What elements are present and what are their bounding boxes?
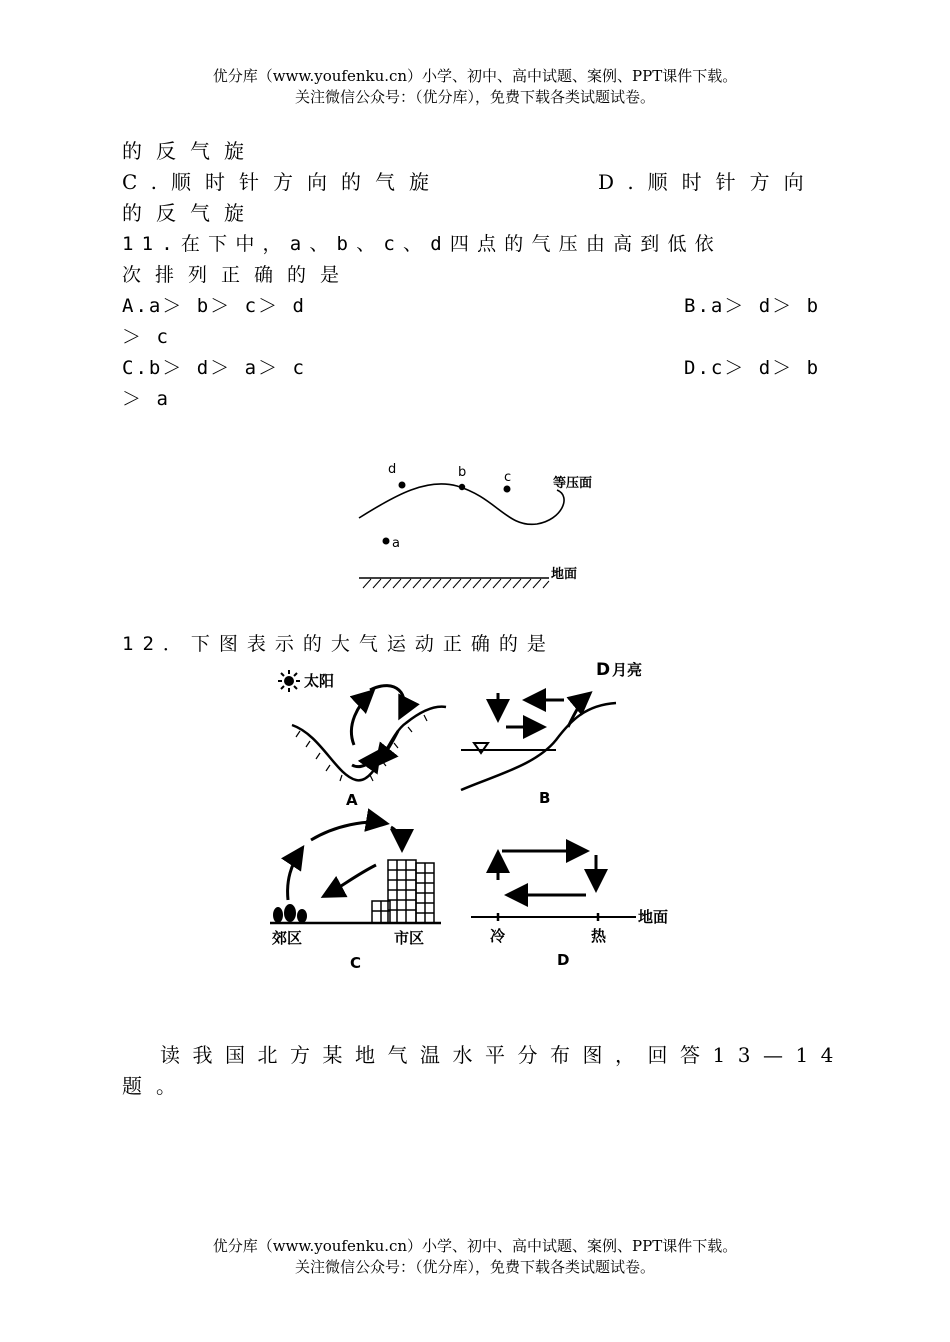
- panel-b-label: B: [539, 789, 551, 807]
- cold-label: 冷: [490, 927, 506, 945]
- q10-option-d: D.顺时针方向: [598, 170, 818, 194]
- city-label: 市区: [394, 929, 425, 947]
- q11-option-a: A.a＞ b＞ c＞ d: [122, 295, 306, 317]
- point-c-label: c: [504, 470, 512, 485]
- moon-label: 月亮: [612, 661, 643, 679]
- panel-a-label: A: [346, 791, 358, 809]
- water-level-icon: [474, 743, 488, 753]
- q10-continuation-2: 的反气旋: [122, 201, 258, 225]
- moon-icon: D: [596, 660, 611, 680]
- point-b-marker: [459, 484, 465, 490]
- panel-d-ground-label: 地面: [638, 908, 669, 926]
- page-footer-line-1: 优分库（www.youfenku.cn）小学、初中、高中试题、案例、PPT课件下载。: [212, 1237, 738, 1255]
- page-header-line-1: 优分库（www.youfenku.cn）小学、初中、高中试题、案例、PPT课件下载。: [212, 67, 738, 85]
- isobar-diagram: [357, 456, 607, 594]
- point-a-label: a: [392, 536, 400, 551]
- q11-option-d: D.c＞ d＞ b: [684, 357, 821, 379]
- q11-option-d-continued: ＞ a: [122, 388, 170, 410]
- sun-label: 太阳: [304, 672, 335, 690]
- page-header-line-2: 关注微信公众号：（优分库），免费下载各类试题试卷。: [294, 88, 655, 106]
- trees-icon: [273, 904, 307, 923]
- q11-option-b: B.a＞ d＞ b: [684, 295, 821, 317]
- hot-label: 热: [591, 927, 607, 945]
- q11-stem-line-1: 11.在下中，a、b、c、d四点的气压由高到低依: [122, 233, 722, 255]
- atmospheric-circulation-figure: [266, 655, 696, 975]
- ground-hatching: [363, 579, 549, 588]
- q10-option-c: C.顺时针方向的气旋: [122, 170, 443, 194]
- city-buildings-icon: [372, 860, 434, 923]
- q13-intro-line-1: 读我国北方某地气温水平分布图，回答13—14: [160, 1043, 846, 1067]
- point-d-marker: [399, 482, 406, 489]
- q11-stem-line-2: 次排列正确的是: [122, 264, 354, 286]
- q11-option-b-continued: ＞ c: [122, 326, 170, 348]
- panel-d-thermal-circulation: [471, 851, 668, 969]
- q13-intro-line-2: 题。: [122, 1074, 190, 1098]
- panel-c-urban-heat-island: [270, 822, 441, 972]
- panel-a-hatching: [296, 715, 427, 781]
- q12-stem: 12．下图表示的大气运动正确的是: [122, 633, 555, 655]
- q10-continuation-1: 的反气旋: [122, 139, 258, 163]
- point-c-marker: [504, 486, 511, 493]
- q11-option-c: C.b＞ d＞ a＞ c: [122, 357, 306, 379]
- sun-icon: [278, 670, 300, 692]
- page-footer-line-2: 关注微信公众号：（优分库），免费下载各类试题试卷。: [294, 1258, 655, 1276]
- panel-c-label: C: [350, 954, 362, 972]
- panel-a-valley: [292, 707, 446, 781]
- suburb-label: 郊区: [272, 929, 303, 947]
- panel-d-label: D: [557, 951, 570, 969]
- panel-b-sea-land-breeze: [461, 660, 642, 807]
- panel-a-valley-breeze: [278, 670, 446, 809]
- point-d-label: d: [388, 462, 397, 477]
- isobar-label: 等压面: [553, 476, 593, 491]
- ground-label: 地面: [551, 567, 578, 582]
- panel-b-coastline: [461, 703, 616, 790]
- point-a-marker: [383, 538, 390, 545]
- point-b-label: b: [458, 465, 467, 480]
